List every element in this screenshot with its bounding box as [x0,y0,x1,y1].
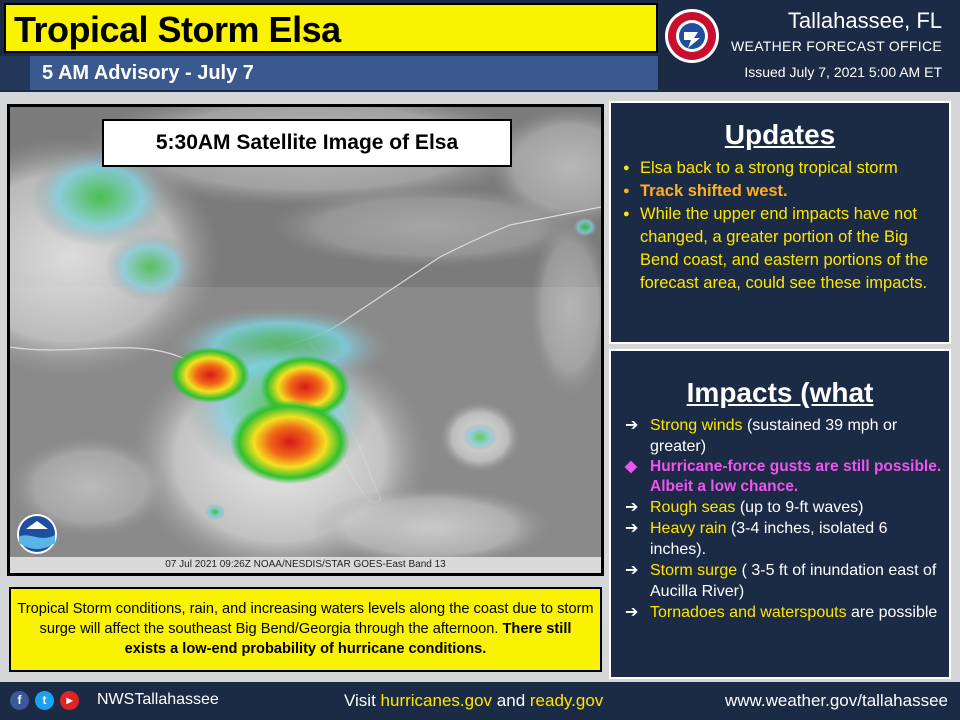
satellite-label-text: 5:30AM Satellite Image of Elsa [155,131,459,154]
impacts-list [611,415,949,623]
summary-bold-text: There still exists a low-end probability of hurricane conditions. [124,621,572,657]
office-block [731,8,942,80]
youtube-icon[interactable]: ▸ [60,691,79,710]
satellite-caption: 07 Jul 2021 09:26Z NOAA/NESDIS/STAR GOES-East Band 13 [10,557,601,573]
visit-text [344,691,603,711]
updates-item: ● Elsa back to a strong tropical storm [623,157,943,180]
header [0,0,960,92]
impact-detail: (3-4 inches, isolated 6 inches). [650,520,888,558]
ready-gov-link[interactable]: ready.gov [529,691,604,710]
footer [0,682,960,720]
advisory-subtitle: 5 AM Advisory - July 7 [42,62,254,84]
office-name: WEATHER FORECAST OFFICE [731,38,942,54]
impacts-panel [609,349,951,679]
impact-detail: are possible [846,604,938,621]
visit-prefix: Visit [344,691,381,710]
impacts-item [625,415,943,457]
visit-mid: and [492,691,530,710]
noaa-logo-icon [16,513,58,555]
nws-logo-icon [664,8,720,64]
impact-highlight: Rough seas [650,499,736,516]
impacts-item [625,560,943,602]
impacts-item [625,518,943,560]
updates-heading: Updates [724,119,836,150]
satellite-graphic [10,107,601,573]
facebook-icon[interactable]: f [10,691,29,710]
arrow-icon: ➔ [625,562,639,579]
impacts-sub-item [625,457,943,497]
subtitle-banner [0,56,658,90]
hurricanes-gov-link[interactable]: hurricanes.gov [380,691,493,710]
page-title: Tropical Storm Elsa [14,9,341,50]
social-icons [10,691,79,710]
impacts-item [625,497,943,518]
twitter-icon[interactable]: t [35,691,54,710]
impact-detail: (up to 9-ft waves) [735,499,864,516]
issued-time: Issued July 7, 2021 5:00 AM ET [744,64,942,80]
subtitle-notch [0,56,30,90]
impact-detail: ( 3-5 ft of inundation east of Aucilla River) [650,562,937,600]
arrow-icon: ➔ [625,604,639,621]
summary-box [9,587,602,672]
summary-text: Tropical Storm conditions, rain, and increasing waters levels along the coast due to storm surge will affect the southeast Big Bend/Georgia through the afternoon. [17,601,594,637]
impact-highlight: Heavy rain [650,520,727,537]
arrow-icon: ➔ [625,499,639,516]
website-link[interactable]: www.weather.gov/tallahassee [724,691,948,710]
impact-highlight: Storm surge [650,562,738,579]
impact-highlight: Tornadoes and waterspouts [650,604,847,621]
arrow-icon: ➔ [625,417,639,434]
diamond-icon: ◆ [625,458,637,475]
updates-item: ● While the upper end impacts have not changed, a greater portion of the Big Bend coast, and eastern portions of the forecast area, could see these impacts. [623,203,943,295]
impact-sub-text: Hurricane-force gusts are still possible. Albeit a low chance. [650,458,942,495]
satellite-image [7,104,604,576]
office-city: Tallahassee, FL [787,8,942,33]
updates-panel [609,101,951,344]
satellite-label [102,119,512,167]
updates-item: ● Track shifted west. [623,180,943,203]
social-handle[interactable]: NWSTallahassee [97,691,219,708]
impacts-heading: Impacts (what [686,377,874,408]
updates-list [611,157,949,295]
impact-detail: (sustained 39 mph or greater) [650,417,898,455]
arrow-icon: ➔ [625,520,639,537]
impact-highlight: Strong winds [650,417,743,434]
title-banner [4,3,658,53]
impacts-item [625,602,943,623]
